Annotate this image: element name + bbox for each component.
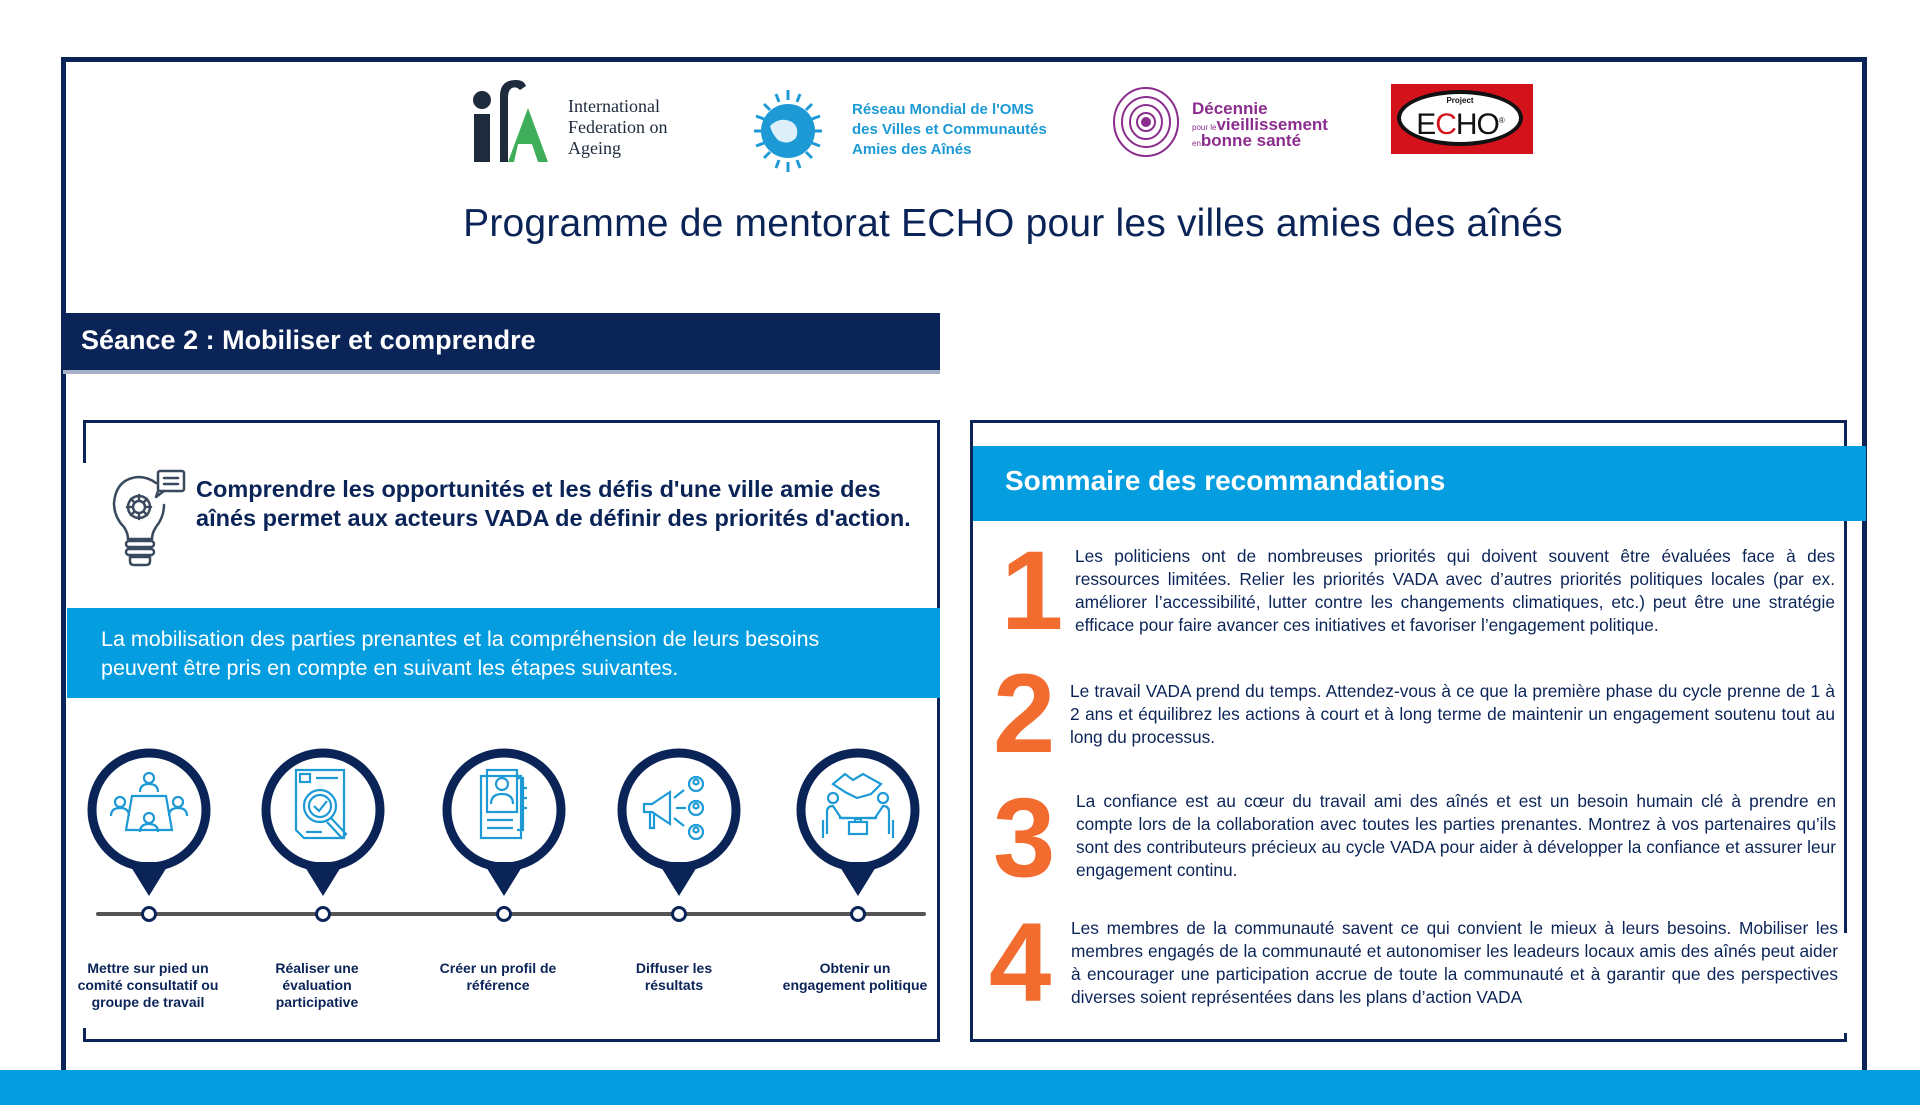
who-line-3: Amies des Aînés: [852, 141, 972, 158]
decade-line-3-small: en: [1192, 139, 1201, 148]
globe-icon: [752, 86, 824, 176]
recommendation-text: La confiance est au cœur du travail ami des aînés et est un besoin humain clé à prendre en compte lors de la collaboration avec toutes les parties prenantes. Montrez à vos partenaires qu’ils sont des contributeurs précieux au cycle VADA pour aider à développer la confiance et assurer leur engagement continu.: [1076, 791, 1836, 880]
step-2-pin: [258, 748, 388, 898]
ifa-line-1: International: [568, 96, 660, 116]
step-3-pin: [439, 748, 569, 898]
recommendation-text: Le travail VADA prend du temps. Attendez-vous à ce que la première phase du cycle prenne de 1 à 2 ans et équilibrez les actions à court et à long terme de maintenir un engagement soutenu tout au long du processus.: [1070, 681, 1835, 747]
border-gap: [1843, 933, 1847, 1033]
decade-healthy-ageing-logo: [1112, 86, 1362, 158]
decade-line-3: [1192, 132, 1301, 153]
step-4-label: Diffuser les résultats: [635, 960, 713, 993]
echo-c: C: [1435, 108, 1456, 141]
step-1-pin: [84, 748, 214, 898]
echo-registered: ®: [1498, 116, 1504, 125]
recommendation-text: Les politiciens ont de nombreuses priorités qui doivent souvent être évaluées face à des ressources limitées. Relier les priorités VADA avec d’autres priorités politiques locales (par ex. améliorer l’accessibilité, lutter contre les changements climatiques, etc.) peut être une stratégie efficace pour faire avancer ces initiatives et favoriser l’engagement politique.: [1075, 546, 1835, 635]
step-5-label: Obtenir un engagement politique: [782, 960, 928, 993]
lightbulb-gear-icon: [108, 469, 186, 569]
timeline-dot: [315, 906, 331, 922]
decade-line-2-small: pour le: [1192, 123, 1217, 132]
page-title: Programme de mentorat ECHO pour les villes amies des aînés: [463, 202, 1563, 245]
concentric-circles-icon: [1112, 86, 1182, 158]
recommendations-header: [973, 446, 1866, 521]
echo-e: E: [1416, 108, 1436, 141]
step-4-pin: [614, 748, 744, 898]
recommendation-number: 1: [1001, 528, 1064, 653]
intro-text: Comprendre les opportunités et les défis d'une ville amie des aînés permet aux acteurs VADA de définir des priorités d'action.: [196, 476, 911, 531]
step-3-label: Créer un profil de référence: [439, 960, 557, 993]
who-network-logo: [752, 86, 1082, 176]
border-gap: [83, 463, 87, 1028]
ifa-line-2: Federation on: [568, 117, 668, 137]
ifa-name: [568, 96, 667, 159]
timeline-dot: [671, 906, 687, 922]
echo-oval: [1397, 90, 1523, 146]
who-line-1: Réseau Mondial de l'OMS: [852, 101, 1034, 118]
session-title: Séance 2 : Mobiliser et comprendre: [81, 325, 536, 355]
ifa-logo: [470, 78, 690, 163]
who-network-name: [852, 100, 1047, 160]
ifa-mark-icon: [470, 78, 550, 163]
decade-line-3-main: bonne santé: [1200, 131, 1302, 150]
session-banner: [63, 313, 940, 374]
steps-intro-text: La mobilisation des parties prenantes et la compréhension de leurs besoins peuvent être pris en compte en suivant les étapes suivantes.: [101, 627, 820, 680]
step-1-label: Mettre sur pied un comité consultatif ou groupe de travail: [77, 960, 219, 1010]
step-2-label: Réaliser une évaluation participative: [275, 960, 359, 1010]
who-line-2: des Villes et Communautés: [852, 121, 1047, 138]
decade-line-1: Décennie: [1192, 99, 1268, 118]
echo-ho: HO: [1455, 108, 1499, 141]
echo-project-label: Project: [1446, 96, 1474, 105]
timeline-dot: [496, 906, 512, 922]
recommendation-number: 3: [993, 775, 1056, 900]
footer-bar: [0, 1070, 1920, 1105]
recommendation-text: Les membres de la communauté savent ce qui convient le mieux à leurs besoins. Mobiliser les membres engagés de la communauté et autonomiser les leadeurs locaux amis des aînés peut aider à encourager une participation accrue de toute la communauté et à garantir que des perspectives diverses soient représentées dans les plans d’action VADA: [1071, 918, 1838, 1007]
right-panel: [970, 420, 1847, 1042]
decade-line-2-main: vieillissement: [1216, 115, 1328, 134]
recommendation-number: 4: [989, 900, 1052, 1025]
step-5-pin: [793, 748, 923, 898]
timeline-dot: [850, 906, 866, 922]
timeline-dot: [141, 906, 157, 922]
left-panel: [77, 420, 940, 1042]
recommendations-title: Sommaire des recommandations: [1005, 465, 1446, 496]
steps-intro-band: [67, 608, 940, 698]
project-echo-logo: [1391, 84, 1533, 154]
recommendation-number: 2: [993, 651, 1056, 776]
echo-wordmark: [1401, 104, 1519, 142]
ifa-line-3: Ageing: [568, 138, 621, 158]
